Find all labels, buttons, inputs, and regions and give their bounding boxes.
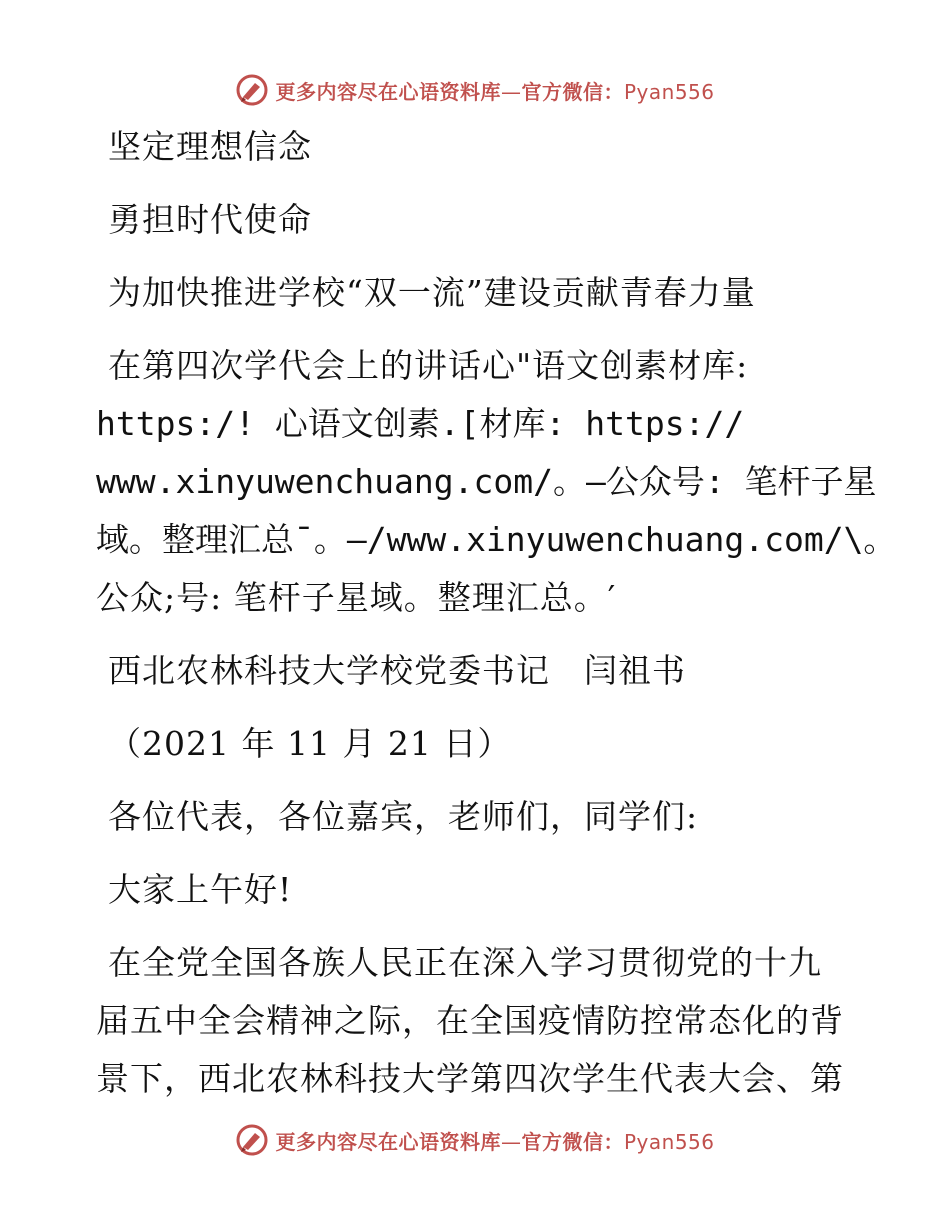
- subtitle-line-4: 域。整理汇总¯。—/www.xinyuwenchuang.com/\。: [96, 520, 897, 559]
- banner-wechat-label: 官方微信：: [521, 79, 624, 104]
- title-line-3: 为加快推进学校“双一流”建设贡献青春力量: [108, 273, 756, 312]
- banner-wechat-id: Pyan556: [623, 1129, 715, 1154]
- banner-wechat-label: 官方微信：: [521, 1129, 624, 1154]
- greeting-line: 大家上午好!: [108, 870, 293, 909]
- date-line: （2021 年 11 月 21 日）: [108, 724, 512, 763]
- subtitle-line-1: 在第四次学代会上的讲话心"语文创素材库:: [108, 346, 749, 385]
- pen-logo-icon: [235, 73, 269, 107]
- subtitle-line-5: 公众;号: 笔杆子星域。整理汇总。′: [96, 578, 617, 617]
- banner-main: 更多内容尽在心语资料库: [275, 79, 501, 104]
- subtitle-line-3: www.xinyuwenchuang.com/。—公众号: 笔杆子星: [96, 462, 877, 501]
- banner-separator: —: [500, 1129, 522, 1154]
- pen-logo-icon: [235, 1123, 269, 1157]
- banner-main: 更多内容尽在心语资料库: [275, 1129, 501, 1154]
- banner-text: [275, 1126, 714, 1155]
- subtitle-line-2: https:/! 心语文创素.[材库: https://: [96, 404, 745, 443]
- header-banner: [0, 70, 950, 110]
- document-body: [96, 118, 897, 1108]
- salutation-line: 各位代表，各位嘉宾，老师们，同学们:: [108, 797, 699, 836]
- body-line-1: 在全党全国各族人民正在深入学习贯彻党的十九: [108, 943, 822, 982]
- body-line-2: 届五中全会精神之际，在全国疫情防控常态化的背: [96, 1001, 844, 1040]
- title-line-2: 勇担时代使命: [108, 200, 312, 239]
- footer-banner: [0, 1120, 950, 1160]
- title-line-1: 坚定理想信念: [108, 127, 312, 166]
- speaker-line: 西北农林科技大学校党委书记 闫祖书: [108, 651, 686, 690]
- body-line-3: 景下，西北农林科技大学第四次学生代表大会、第: [96, 1059, 844, 1098]
- banner-text: [275, 76, 714, 105]
- banner-wechat-id: Pyan556: [623, 79, 715, 104]
- banner-separator: —: [500, 79, 522, 104]
